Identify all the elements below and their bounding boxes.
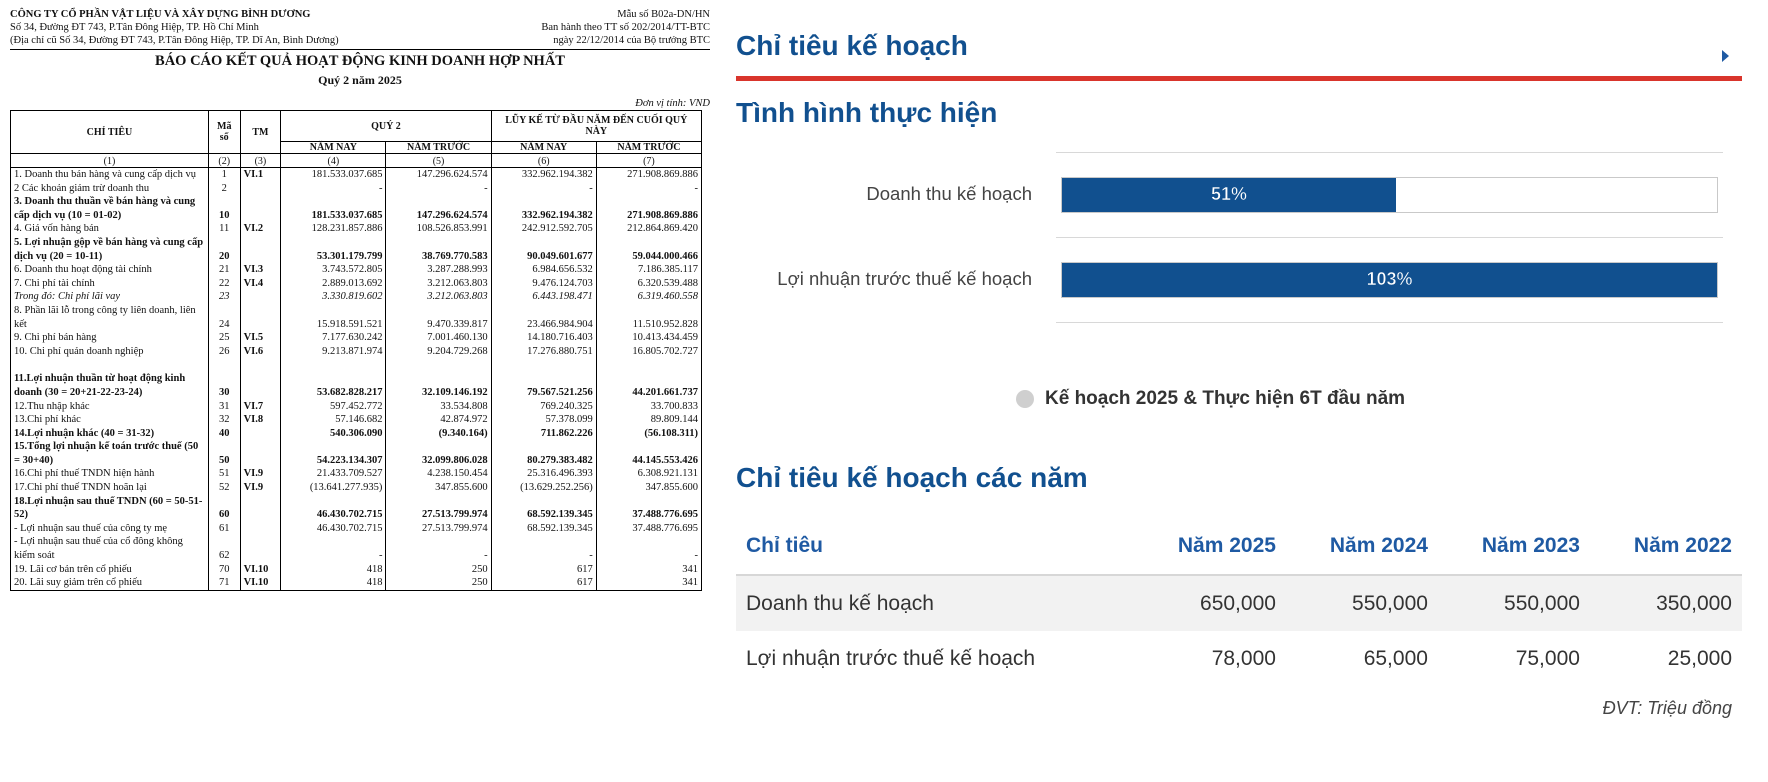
- row-value: 10.413.434.459: [596, 331, 701, 345]
- row-value: 7.177.630.242: [281, 331, 386, 345]
- row-code: 52: [208, 481, 240, 495]
- table-row: [11, 481, 702, 495]
- row-value: 89.809.144: [596, 413, 701, 427]
- table-cell: 550,000: [1438, 575, 1590, 631]
- table-cell: 78,000: [1134, 631, 1286, 686]
- col-number: (1): [11, 154, 209, 168]
- row-value: 9.470.339.817: [386, 304, 491, 331]
- row-label: - Lợi nhuận sau thuế của công ty mẹ: [11, 522, 209, 536]
- row-value: 769.240.325: [491, 400, 596, 414]
- col-q-current: NĂM NAY: [281, 142, 386, 154]
- table-row: [11, 467, 702, 481]
- row-label: 9. Chi phí bán hàng: [11, 331, 209, 345]
- row-label: 8. Phần lãi lỗ trong công ty liên doanh, liên kết: [11, 304, 209, 331]
- plan-title: Chỉ tiêu kế hoạch: [736, 30, 968, 61]
- table-cell: Doanh thu kế hoạch: [736, 575, 1134, 631]
- row-note: [240, 236, 281, 263]
- row-value: 6.443.198.471: [491, 290, 596, 304]
- progress-value-revenue: 51%: [1211, 184, 1248, 204]
- row-value: 540.306.090: [281, 427, 386, 441]
- company-old-address: (Địa chỉ cũ Số 34, Đường ĐT 743, P.Tân Đông Hiệp, TP. Dĩ An, Bình Dương): [10, 35, 339, 46]
- legend-label: Kế hoạch 2025 & Thực hiện 6T đầu năm: [1045, 388, 1406, 409]
- table-cell: Lợi nhuận trước thuế kế hoạch: [736, 631, 1134, 686]
- company-address: Số 34, Đường ĐT 743, P.Tân Đông Hiệp, TP. Hồ Chí Minh: [10, 22, 259, 33]
- table-cell: 65,000: [1286, 631, 1438, 686]
- row-note: [240, 290, 281, 304]
- row-value: 57.146.682: [281, 413, 386, 427]
- row-value: 3.212.063.803: [386, 277, 491, 291]
- col-header: Năm 2023: [1481, 534, 1580, 557]
- bar-label-profit: Lợi nhuận trước thuế kế hoạch: [777, 268, 1032, 289]
- table-row: [11, 345, 702, 359]
- row-code: 50: [208, 440, 240, 467]
- chart-gridline: [1056, 152, 1723, 153]
- row-value: 418: [281, 563, 386, 577]
- row-value: 16.805.702.727: [596, 345, 701, 359]
- report-period: Quý 2 năm 2025: [318, 73, 402, 87]
- chart-gridline: [1056, 237, 1723, 238]
- col-number: (4): [281, 154, 386, 168]
- row-label: 12.Thu nhập khác: [11, 400, 209, 414]
- table-row: [11, 331, 702, 345]
- row-value: 3.287.288.993: [386, 263, 491, 277]
- row-note: [240, 358, 281, 399]
- row-value: 3.212.063.803: [386, 290, 491, 304]
- row-value: 7.186.385.117: [596, 263, 701, 277]
- row-note: [240, 522, 281, 536]
- row-value: 341: [596, 576, 701, 590]
- table-row: [11, 290, 702, 304]
- row-value: 7.001.460.130: [386, 331, 491, 345]
- row-value: (56.108.311): [596, 427, 701, 441]
- company-info: [10, 8, 339, 47]
- row-code: 32: [208, 413, 240, 427]
- row-value: 347.855.600: [596, 481, 701, 495]
- col-tm: TM: [240, 111, 281, 154]
- row-value: 9.213.871.974: [281, 345, 386, 359]
- row-value: 79.567.521.256: [491, 358, 596, 399]
- row-value: 147.296.624.574: [386, 195, 491, 222]
- col-ytd: LŨY KẾ TỪ ĐẦU NĂM ĐẾN CUỐI QUÝ NÀY: [491, 111, 701, 142]
- row-value: 23.466.984.904: [491, 304, 596, 331]
- row-value: 9.476.124.703: [491, 277, 596, 291]
- unit-note: ĐVT: Triệu đồng: [1602, 698, 1732, 718]
- row-value: (13.641.277.935): [281, 481, 386, 495]
- row-value: 42.874.972: [386, 413, 491, 427]
- row-code: 31: [208, 400, 240, 414]
- row-value: 128.231.857.886: [281, 222, 386, 236]
- row-label: 20. Lãi suy giảm trên cổ phiếu: [11, 576, 209, 590]
- row-value: 617: [491, 576, 596, 590]
- table-row: [11, 277, 702, 291]
- row-code: 60: [208, 495, 240, 522]
- row-value: -: [596, 535, 701, 562]
- row-code: 22: [208, 277, 240, 291]
- row-value: 27.513.799.974: [386, 495, 491, 522]
- row-label: 14.Lợi nhuận khác (40 = 31-32): [11, 427, 209, 441]
- row-value: 32.109.146.192: [386, 358, 491, 399]
- row-note: VI.6: [240, 345, 281, 359]
- row-value: 44.145.553.426: [596, 440, 701, 467]
- row-note: [240, 182, 281, 196]
- row-note: [240, 427, 281, 441]
- row-value: 33.534.808: [386, 400, 491, 414]
- progress-bar-revenue: [1061, 177, 1718, 213]
- chart-gridline: [1056, 322, 1723, 323]
- table-row: [736, 631, 1742, 686]
- row-value: 597.452.772: [281, 400, 386, 414]
- row-value: 46.430.702.715: [281, 522, 386, 536]
- row-value: 181.533.037.685: [281, 168, 386, 182]
- row-note: VI.9: [240, 467, 281, 481]
- income-statement-body: [11, 168, 702, 591]
- table-row: [11, 236, 702, 263]
- table-row: [11, 400, 702, 414]
- col-number: (6): [491, 154, 596, 168]
- col-header: Chỉ tiêu: [746, 534, 823, 557]
- table-row: [11, 263, 702, 277]
- row-note: VI.9: [240, 481, 281, 495]
- table-cell: 75,000: [1438, 631, 1590, 686]
- table-cell: 650,000: [1134, 575, 1286, 631]
- row-label: 16.Chi phí thuế TNDN hiện hành: [11, 467, 209, 481]
- row-code: 23: [208, 290, 240, 304]
- table-row: [11, 440, 702, 467]
- row-value: 2.889.013.692: [281, 277, 386, 291]
- row-note: VI.5: [240, 331, 281, 345]
- row-value: 147.296.624.574: [386, 168, 491, 182]
- row-value: 6.984.656.532: [491, 263, 596, 277]
- row-note: VI.7: [240, 400, 281, 414]
- table-row: [11, 222, 702, 236]
- row-value: (9.340.164): [386, 427, 491, 441]
- table-row: [11, 427, 702, 441]
- row-code: 21: [208, 263, 240, 277]
- row-value: 59.044.000.466: [596, 236, 701, 263]
- row-label: 2 Các khoản giảm trừ doanh thu: [11, 182, 209, 196]
- row-label: 15.Tổng lợi nhuận kế toán trước thuế (50 = 30+40): [11, 440, 209, 467]
- row-value: 80.279.383.482: [491, 440, 596, 467]
- row-value: 181.533.037.685: [281, 195, 386, 222]
- col-header: Năm 2022: [1633, 534, 1732, 557]
- header-divider: [10, 49, 710, 50]
- row-value: 90.049.601.677: [491, 236, 596, 263]
- row-value: -: [386, 182, 491, 196]
- row-code: 20: [208, 236, 240, 263]
- form-issued-line2: ngày 22/12/2014 của Bộ trưởng BTC: [553, 35, 710, 46]
- row-value: 418: [281, 576, 386, 590]
- row-code: 51: [208, 467, 240, 481]
- income-statement-table: [10, 110, 702, 591]
- row-code: 25: [208, 331, 240, 345]
- legend-dot-icon: [1016, 390, 1034, 408]
- col-header: Năm 2024: [1329, 534, 1428, 557]
- row-value: 271.908.869.886: [596, 168, 701, 182]
- col-ytd-current: NĂM NAY: [491, 142, 596, 154]
- row-label: - Lợi nhuận sau thuế của cổ đông không kiểm soát: [11, 535, 209, 562]
- progress-value-profit: 103%: [1366, 269, 1413, 289]
- col-number: (3): [240, 154, 281, 168]
- row-value: 54.223.134.307: [281, 440, 386, 467]
- plan-panel: [736, 0, 1746, 782]
- row-code: 24: [208, 304, 240, 331]
- row-label: 6. Doanh thu hoạt động tài chính: [11, 263, 209, 277]
- row-note: VI.8: [240, 413, 281, 427]
- row-label: 11.Lợi nhuận thuần từ hoạt động kinh doanh (30 = 20+21-22-23-24): [11, 358, 209, 399]
- row-value: 617: [491, 563, 596, 577]
- table-row: [11, 304, 702, 331]
- row-note: [240, 304, 281, 331]
- row-note: [240, 535, 281, 562]
- row-note: [240, 495, 281, 522]
- row-label: 5. Lợi nhuận gộp về bán hàng và cung cấp dịch vụ (20 = 10-11): [11, 236, 209, 263]
- row-value: 250: [386, 576, 491, 590]
- row-code: 61: [208, 522, 240, 536]
- row-label: 13.Chi phí khác: [11, 413, 209, 427]
- financial-report: [10, 8, 710, 591]
- row-label: 3. Doanh thu thuần về bán hàng và cung cấp dịch vụ (10 = 01-02): [11, 195, 209, 222]
- col-chi-tieu: CHỈ TIÊU: [11, 111, 209, 154]
- row-label: 7. Chi phí tài chính: [11, 277, 209, 291]
- row-label: Trong đó: Chi phí lãi vay: [11, 290, 209, 304]
- row-value: 250: [386, 563, 491, 577]
- row-value: 68.592.139.345: [491, 522, 596, 536]
- row-value: 332.962.194.382: [491, 195, 596, 222]
- table-row: [11, 522, 702, 536]
- row-value: 33.700.833: [596, 400, 701, 414]
- table-row: [11, 182, 702, 196]
- col-number: (2): [208, 154, 240, 168]
- row-value: 9.204.729.268: [386, 345, 491, 359]
- row-value: 347.855.600: [386, 481, 491, 495]
- col-ytd-previous: NĂM TRƯỚC: [596, 142, 701, 154]
- row-note: [240, 195, 281, 222]
- row-label: 17.Chi phí thuế TNDN hoãn lại: [11, 481, 209, 495]
- row-note: VI.1: [240, 168, 281, 182]
- title-underline: [736, 76, 1742, 81]
- table-row: [736, 575, 1742, 631]
- row-value: 6.308.921.131: [596, 467, 701, 481]
- row-value: 108.526.853.991: [386, 222, 491, 236]
- table-row: [11, 535, 702, 562]
- row-value: -: [491, 535, 596, 562]
- bar-label-revenue: Doanh thu kế hoạch: [866, 183, 1032, 204]
- row-value: 6.320.539.488: [596, 277, 701, 291]
- row-value: -: [491, 182, 596, 196]
- form-number: Mẫu số B02a-DN/HN: [617, 9, 710, 20]
- row-value: 212.864.869.420: [596, 222, 701, 236]
- row-note: VI.10: [240, 563, 281, 577]
- row-value: 4.238.150.454: [386, 467, 491, 481]
- table-row: [11, 413, 702, 427]
- col-ma-so: Mã số: [208, 111, 240, 154]
- report-header: [10, 8, 710, 47]
- company-name: CÔNG TY CỔ PHẦN VẬT LIỆU VÀ XÂY DỰNG BÌNH DƯƠNG: [10, 9, 311, 20]
- chart-legend[interactable]: [1016, 388, 1405, 410]
- row-value: 3.330.819.602: [281, 290, 386, 304]
- row-note: VI.3: [240, 263, 281, 277]
- row-value: 46.430.702.715: [281, 495, 386, 522]
- row-value: 68.592.139.345: [491, 495, 596, 522]
- row-value: 37.488.776.695: [596, 522, 701, 536]
- table-header-row: [736, 518, 1742, 575]
- row-value: 53.301.179.799: [281, 236, 386, 263]
- row-value: 53.682.828.217: [281, 358, 386, 399]
- row-value: -: [596, 182, 701, 196]
- row-label: 1. Doanh thu bán hàng và cung cấp dịch vụ: [11, 168, 209, 182]
- table-row: [11, 195, 702, 222]
- row-value: 341: [596, 563, 701, 577]
- progress-bar-profit: [1061, 262, 1718, 298]
- currency-unit: Đơn vị tính: VND: [635, 98, 710, 109]
- form-info: [541, 8, 710, 47]
- row-value: 17.276.880.751: [491, 345, 596, 359]
- table-cell: 550,000: [1286, 575, 1438, 631]
- col-number: (7): [596, 154, 701, 168]
- row-value: 332.962.194.382: [491, 168, 596, 182]
- col-q-previous: NĂM TRƯỚC: [386, 142, 491, 154]
- row-code: 26: [208, 345, 240, 359]
- table-row: [11, 563, 702, 577]
- table-row: [11, 576, 702, 590]
- table-row: [11, 358, 702, 399]
- row-label: 18.Lợi nhuận sau thuế TNDN (60 = 50-51-52): [11, 495, 209, 522]
- row-code: 10: [208, 195, 240, 222]
- yearly-plan-table: [736, 518, 1742, 686]
- row-value: 21.433.709.527: [281, 467, 386, 481]
- row-value: 44.201.661.737: [596, 358, 701, 399]
- row-value: 242.912.592.705: [491, 222, 596, 236]
- row-value: 271.908.869.886: [596, 195, 701, 222]
- progress-title: Tình hình thực hiện: [736, 97, 998, 128]
- row-note: [240, 440, 281, 467]
- row-value: -: [281, 535, 386, 562]
- row-value: -: [386, 535, 491, 562]
- row-code: 11: [208, 222, 240, 236]
- row-code: 2: [208, 182, 240, 196]
- row-value: 57.378.099: [491, 413, 596, 427]
- report-title: BÁO CÁO KẾT QUẢ HOẠT ĐỘNG KINH DOANH HỢP NHẤT: [155, 53, 565, 69]
- row-value: 37.488.776.695: [596, 495, 701, 522]
- row-value: 32.099.806.028: [386, 440, 491, 467]
- column-number-row: [11, 154, 702, 168]
- form-issued-line1: Ban hành theo TT số 202/2014/TT-BTC: [541, 22, 710, 33]
- row-code: 1: [208, 168, 240, 182]
- row-code: 71: [208, 576, 240, 590]
- row-value: 3.743.572.805: [281, 263, 386, 277]
- row-code: 70: [208, 563, 240, 577]
- row-value: 15.918.591.521: [281, 304, 386, 331]
- row-note: VI.2: [240, 222, 281, 236]
- row-label: 10. Chi phí quản doanh nghiệp: [11, 345, 209, 359]
- table-row: [11, 168, 702, 182]
- row-value: 25.316.496.393: [491, 467, 596, 481]
- row-value: (13.629.252.256): [491, 481, 596, 495]
- row-value: 711.862.226: [491, 427, 596, 441]
- table-row: [11, 495, 702, 522]
- row-label: 4. Giá vốn hàng bán: [11, 222, 209, 236]
- row-value: 6.319.460.558: [596, 290, 701, 304]
- col-number: (5): [386, 154, 491, 168]
- row-value: 27.513.799.974: [386, 522, 491, 536]
- row-value: 14.180.716.403: [491, 331, 596, 345]
- col-quarter: QUÝ 2: [281, 111, 491, 142]
- row-value: 38.769.770.583: [386, 236, 491, 263]
- row-note: VI.10: [240, 576, 281, 590]
- col-header: Năm 2025: [1177, 534, 1276, 557]
- row-code: 40: [208, 427, 240, 441]
- chevron-right-icon[interactable]: [1722, 50, 1729, 62]
- row-label: 19. Lãi cơ bản trên cổ phiếu: [11, 563, 209, 577]
- row-code: 62: [208, 535, 240, 562]
- table-cell: 25,000: [1590, 631, 1742, 686]
- row-value: 11.510.952.828: [596, 304, 701, 331]
- row-value: -: [281, 182, 386, 196]
- row-code: 30: [208, 358, 240, 399]
- years-title: Chỉ tiêu kế hoạch các năm: [736, 462, 1088, 493]
- row-note: VI.4: [240, 277, 281, 291]
- table-cell: 350,000: [1590, 575, 1742, 631]
